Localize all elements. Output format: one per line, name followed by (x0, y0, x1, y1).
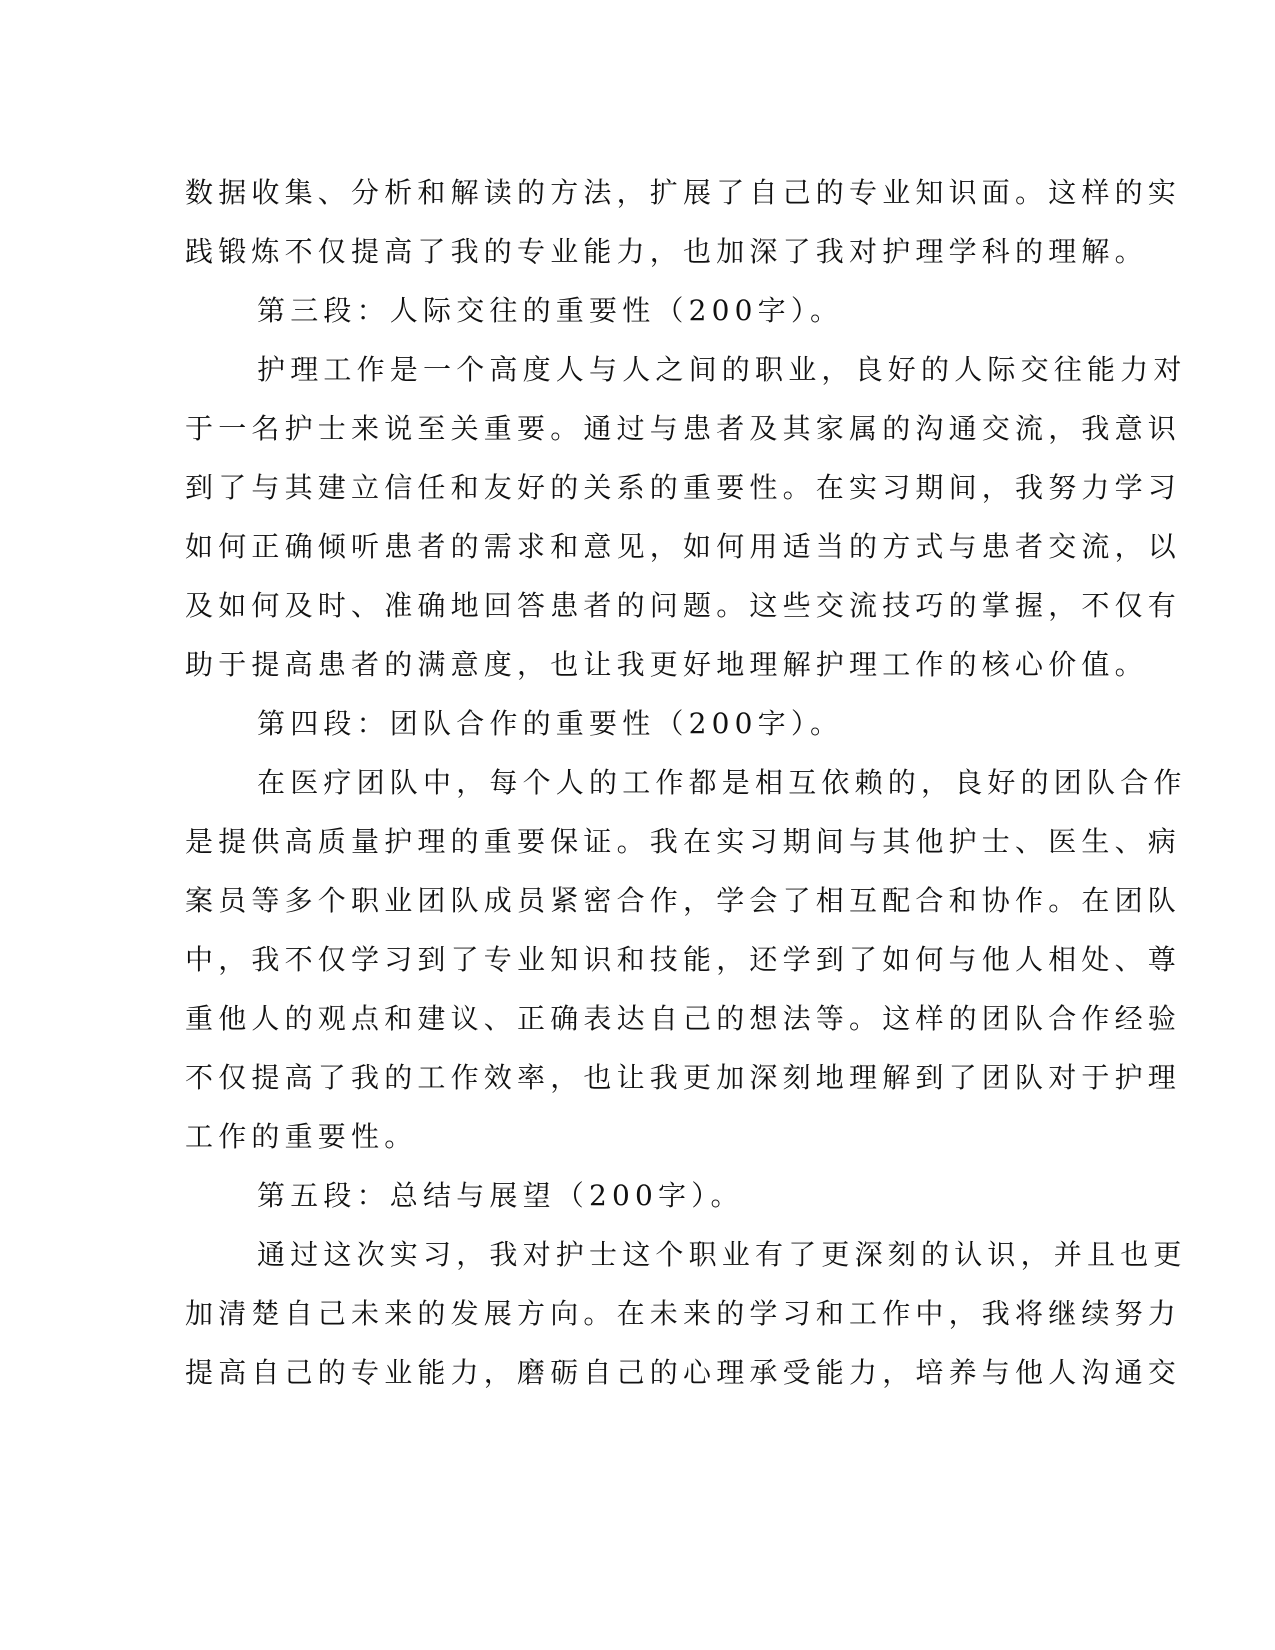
text-line: 不仅提高了我的工作效率，也让我更加深刻地理解到了团队对于护理 (185, 1061, 1182, 1094)
text-line: 提高自己的专业能力，磨砺自己的心理承受能力，培养与他人沟通交 (185, 1356, 1182, 1389)
document-body (185, 163, 1187, 1402)
text-line: 护理工作是一个高度人与人之间的职业，良好的人际交往能力对 (257, 353, 1187, 386)
text-line: 重他人的观点和建议、正确表达自己的想法等。这样的团队合作经验 (185, 1002, 1182, 1035)
text-line: 如何正确倾听患者的需求和意见，如何用适当的方式与患者交流，以 (185, 530, 1182, 563)
text-line: 数据收集、分析和解读的方法，扩展了自己的专业知识面。这样的实 (185, 176, 1182, 209)
text-line: 案员等多个职业团队成员紧密合作，学会了相互配合和协作。在团队 (185, 884, 1182, 917)
text-line: 在医疗团队中，每个人的工作都是相互依赖的，良好的团队合作 (257, 766, 1187, 799)
text-line: 加清楚自己未来的发展方向。在未来的学习和工作中，我将继续努力 (185, 1297, 1182, 1330)
text-line: 是提供高质量护理的重要保证。我在实习期间与其他护士、医生、病 (185, 825, 1182, 858)
section-heading: 第三段：人际交往的重要性（200字）。 (257, 294, 844, 327)
text-line: 中，我不仅学习到了专业知识和技能，还学到了如何与他人相处、尊 (185, 943, 1182, 976)
text-line: 通过这次实习，我对护士这个职业有了更深刻的认识，并且也更 (257, 1238, 1187, 1271)
section-heading: 第四段：团队合作的重要性（200字）。 (257, 707, 844, 740)
text-line: 及如何及时、准确地回答患者的问题。这些交流技巧的掌握，不仅有 (185, 589, 1182, 622)
text-line: 助于提高患者的满意度，也让我更好地理解护理工作的核心价值。 (185, 648, 1148, 681)
text-line: 到了与其建立信任和友好的关系的重要性。在实习期间，我努力学习 (185, 471, 1182, 504)
section-heading: 第五段：总结与展望（200字）。 (257, 1179, 744, 1212)
text-line: 践锻炼不仅提高了我的专业能力，也加深了我对护理学科的理解。 (185, 235, 1148, 268)
text-line: 于一名护士来说至关重要。通过与患者及其家属的沟通交流，我意识 (185, 412, 1182, 445)
text-line: 工作的重要性。 (185, 1120, 418, 1153)
